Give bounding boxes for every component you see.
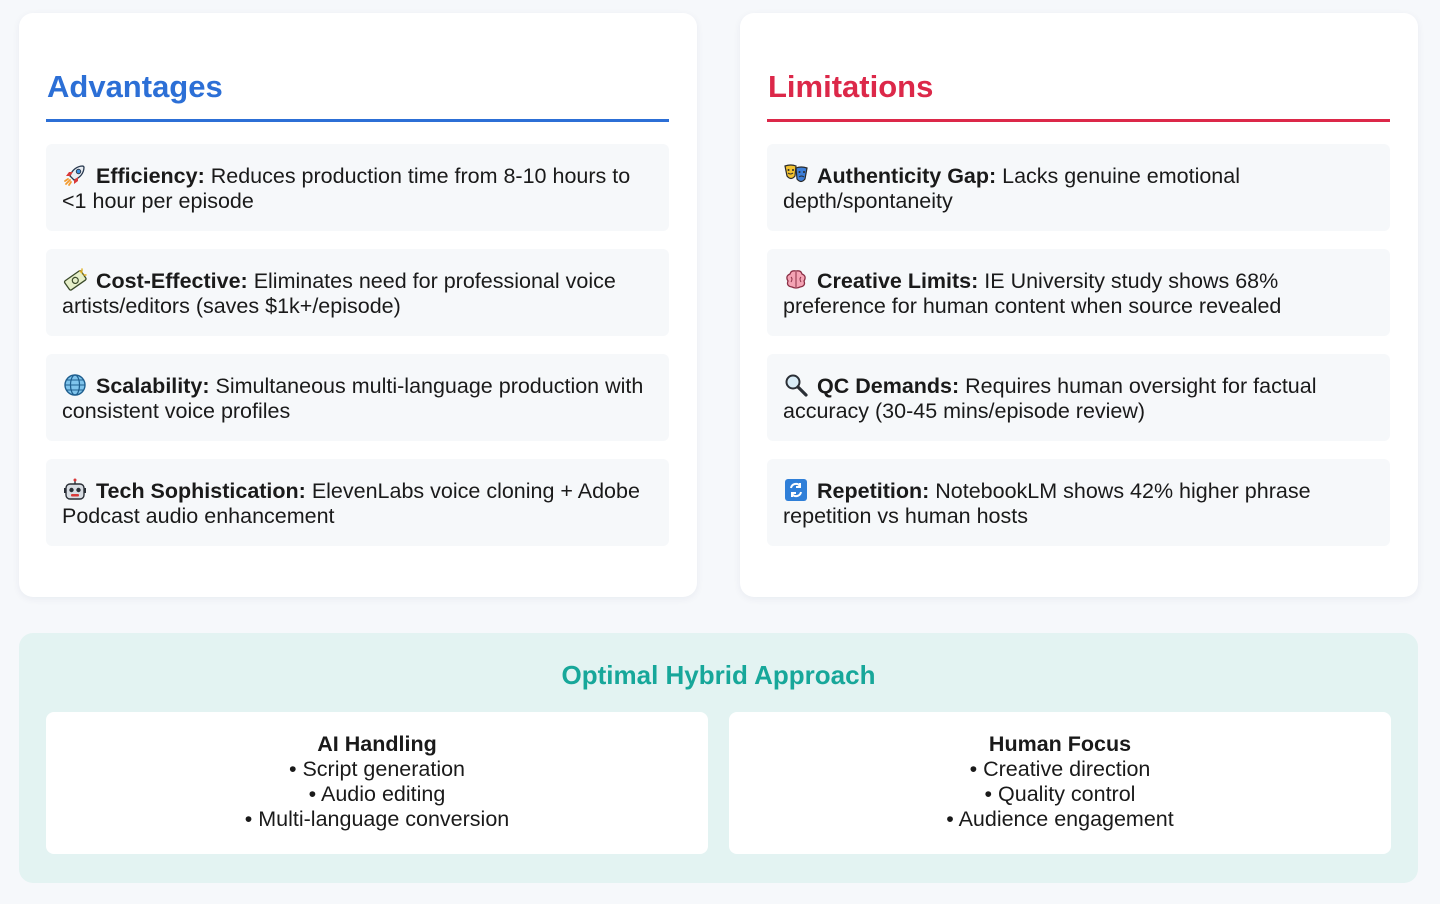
magnifier-icon bbox=[783, 372, 809, 398]
limitation-label: Creative Limits: bbox=[817, 269, 979, 293]
limitation-label: Repetition: bbox=[817, 479, 930, 503]
money-icon bbox=[62, 267, 88, 293]
limitation-item-authenticity-gap bbox=[767, 144, 1390, 231]
advantages-heading: Advantages bbox=[47, 69, 223, 104]
limitations-card bbox=[740, 13, 1418, 597]
limitations-divider bbox=[767, 119, 1390, 122]
limitation-item-repetition bbox=[767, 459, 1390, 546]
limitation-label: QC Demands: bbox=[817, 374, 960, 398]
hybrid-approach-panel bbox=[19, 633, 1418, 883]
advantage-label: Cost-Effective: bbox=[96, 269, 248, 293]
advantages-divider bbox=[46, 119, 669, 122]
limitation-text: Requires human oversight for factual accuracy (30-45 mins/episode review) bbox=[783, 374, 1317, 423]
advantage-item-tech-sophistication bbox=[46, 459, 669, 546]
human-focus-box bbox=[729, 712, 1391, 854]
advantage-item-efficiency bbox=[46, 144, 669, 231]
limitation-item-qc-demands bbox=[767, 354, 1390, 441]
human-focus-item: • Quality control bbox=[984, 782, 1136, 806]
advantage-label: Scalability: bbox=[96, 374, 210, 398]
limitation-text: Lacks genuine emotional depth/spontaneity bbox=[783, 164, 1240, 213]
rocket-icon bbox=[62, 162, 88, 188]
limitation-text: NotebookLM shows 42% higher phrase repetition vs human hosts bbox=[783, 479, 1311, 528]
ai-handling-item: • Multi-language conversion bbox=[244, 807, 510, 831]
ai-handling-box bbox=[46, 712, 708, 854]
repeat-icon bbox=[783, 477, 809, 503]
ai-handling-item: • Audio editing bbox=[308, 782, 446, 806]
limitation-label: Authenticity Gap: bbox=[817, 164, 997, 188]
advantage-item-scalability bbox=[46, 354, 669, 441]
limitation-item-creative-limits bbox=[767, 249, 1390, 336]
limitation-text: IE University study shows 68% preference for human content when source revealed bbox=[783, 269, 1282, 318]
advantage-item-cost-effective bbox=[46, 249, 669, 336]
ai-handling-item: • Script generation bbox=[288, 757, 466, 781]
advantages-card bbox=[19, 13, 697, 597]
advantage-text: Reduces production time from 8-10 hours to <1 hour per episode bbox=[62, 164, 631, 213]
advantage-label: Tech Sophistication: bbox=[96, 479, 306, 503]
advantage-text: Simultaneous multi-language production with consistent voice profiles bbox=[62, 374, 644, 423]
brain-icon bbox=[783, 267, 809, 293]
ai-handling-title: AI Handling bbox=[317, 732, 437, 756]
human-focus-title: Human Focus bbox=[988, 732, 1132, 756]
robot-icon bbox=[62, 477, 88, 503]
human-focus-item: • Audience engagement bbox=[946, 807, 1174, 831]
globe-icon bbox=[62, 372, 88, 398]
advantage-text: Eliminates need for professional voice artists/editors (saves $1k+/episode) bbox=[62, 269, 616, 318]
advantage-label: Efficiency: bbox=[96, 164, 205, 188]
limitations-heading: Limitations bbox=[768, 69, 934, 104]
theater-masks-icon bbox=[783, 162, 809, 188]
human-focus-item: • Creative direction bbox=[969, 757, 1151, 781]
advantage-text: ElevenLabs voice cloning + Adobe Podcast audio enhancement bbox=[62, 479, 640, 528]
hybrid-heading: Optimal Hybrid Approach bbox=[561, 660, 876, 690]
